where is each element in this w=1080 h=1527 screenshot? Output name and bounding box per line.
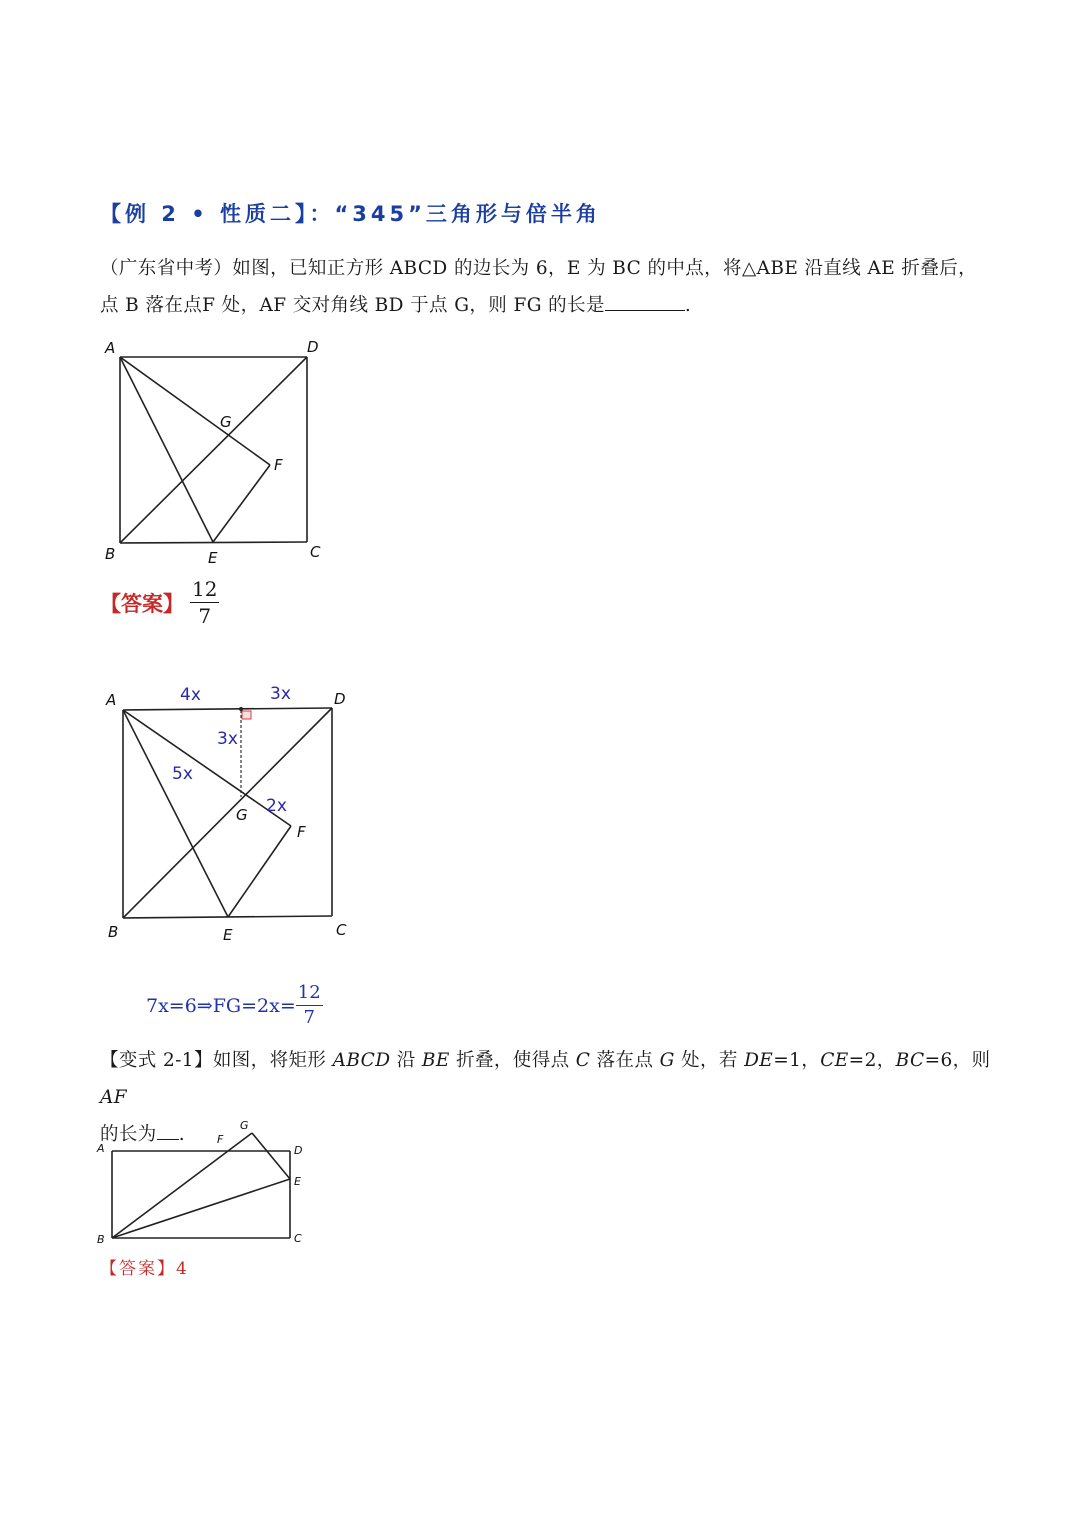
fig1-label-d: D <box>307 338 319 356</box>
variant-var: ABCD <box>332 1050 391 1071</box>
variant-var: CE <box>820 1050 849 1071</box>
fraction-bar <box>190 602 219 603</box>
equation-fraction <box>296 983 323 1028</box>
section-heading: 【例 2 • 性质二】：“345”三角形与倍半角 <box>100 202 601 226</box>
problem-1-line-2-text: 点 B 落在点F 处，AF 交对角线 BD 于点 G，则 FG 的长是 <box>100 295 605 316</box>
fig2-label-b: B <box>108 923 119 941</box>
answer-1-label: 【答案】 <box>100 591 184 616</box>
fig2-right-angle-mark <box>242 711 251 719</box>
fig2-measure-hg: 3x <box>217 729 238 749</box>
variant-line-1 <box>100 1042 1000 1116</box>
fig2-measure-gf: 2x <box>266 796 287 816</box>
variant-var: BE <box>421 1050 450 1071</box>
variant-text: 的长为 <box>100 1124 157 1145</box>
fig1-label-g: G <box>220 413 232 431</box>
fig2-label-a: A <box>106 691 117 709</box>
fig3-label-d: D <box>294 1144 303 1157</box>
fig3-segment-ge <box>252 1133 290 1179</box>
fig2-label-c: C <box>336 921 347 939</box>
variant-var: AF <box>100 1087 127 1108</box>
answer-1-fraction <box>190 578 219 627</box>
answer-blank <box>605 292 685 311</box>
figure-1-square-diagram <box>100 335 340 570</box>
fig2-label-d: D <box>334 690 346 708</box>
fig1-label-b: B <box>105 545 116 563</box>
fig3-label-c: C <box>294 1232 302 1245</box>
problem-1-period: . <box>684 295 692 316</box>
figure-2-solution-diagram <box>100 680 360 945</box>
fig1-segment-af <box>120 357 270 465</box>
fig1-segment-fe <box>213 465 270 542</box>
fig1-label-a: A <box>105 339 116 357</box>
fig3-label-g: G <box>240 1119 249 1132</box>
variant-text: 处，若 <box>674 1050 745 1071</box>
fig3-label-f: F <box>217 1133 224 1146</box>
problem-1-line-2 <box>100 287 1000 324</box>
answer-2-value: 4 <box>176 1259 187 1279</box>
fig1-label-c: C <box>310 543 321 561</box>
answer-2 <box>100 1254 187 1279</box>
variant-var: BC <box>895 1050 925 1071</box>
fig2-label-e: E <box>223 926 233 944</box>
fig2-side-ad <box>123 708 332 710</box>
variant-var: C <box>575 1050 591 1071</box>
fig2-label-g: G <box>236 806 248 824</box>
fraction-bar <box>296 1005 323 1006</box>
equation-denominator: 7 <box>303 1007 315 1028</box>
fig3-label-b: B <box>97 1233 105 1246</box>
answer-2-label: 【答案】 <box>100 1259 176 1279</box>
fig2-segment-fe <box>228 826 291 917</box>
problem-1 <box>100 250 1000 324</box>
fig2-measure-ah: 4x <box>180 685 201 705</box>
fig3-segment-bg <box>112 1133 252 1238</box>
fig2-measure-ag: 5x <box>172 764 193 784</box>
variant-text: 落在点 <box>590 1050 660 1071</box>
variant-text: 沿 <box>390 1050 422 1071</box>
fig3-label-e: E <box>294 1175 301 1188</box>
problem-1-line-1: （广东省中考）如图，已知正方形 ABCD 的边长为 6，E 为 BC 的中点，将△ABE 沿直线 AE 折叠后， <box>100 258 978 279</box>
figure-3-rectangle-diagram <box>90 1112 315 1252</box>
fig2-segment-ae <box>123 710 228 917</box>
variant-period: . <box>178 1124 185 1145</box>
fig3-segment-be <box>112 1179 290 1238</box>
equation-numerator: 12 <box>297 982 321 1003</box>
equation-text: 7x=6⇒FG=2x= <box>146 994 296 1017</box>
variant-label: 【变式 2-1】 <box>100 1050 213 1071</box>
variant-text: 折叠，使得点 <box>449 1050 576 1071</box>
solution-equation <box>146 983 323 1028</box>
answer-1-numerator: 12 <box>192 577 218 601</box>
fig2-foot-point <box>239 707 243 711</box>
fig2-label-f: F <box>297 823 306 841</box>
variant-var: G <box>659 1050 675 1071</box>
variant-text: =1， <box>773 1050 821 1071</box>
fig2-measure-hd: 3x <box>270 684 291 704</box>
fig1-diagonal-bd <box>120 357 307 543</box>
variant-text: 如图，将矩形 <box>212 1050 333 1071</box>
variant-text: =2， <box>848 1050 896 1071</box>
variant-var: DE <box>744 1050 774 1071</box>
fig1-label-f: F <box>274 456 283 474</box>
answer-1 <box>100 578 219 627</box>
fig1-label-e: E <box>208 549 218 567</box>
answer-1-denominator: 7 <box>198 604 212 628</box>
fig1-segment-ae <box>120 357 213 542</box>
variant-text: =6，则 <box>924 1050 991 1071</box>
fig3-label-a: A <box>97 1142 105 1155</box>
